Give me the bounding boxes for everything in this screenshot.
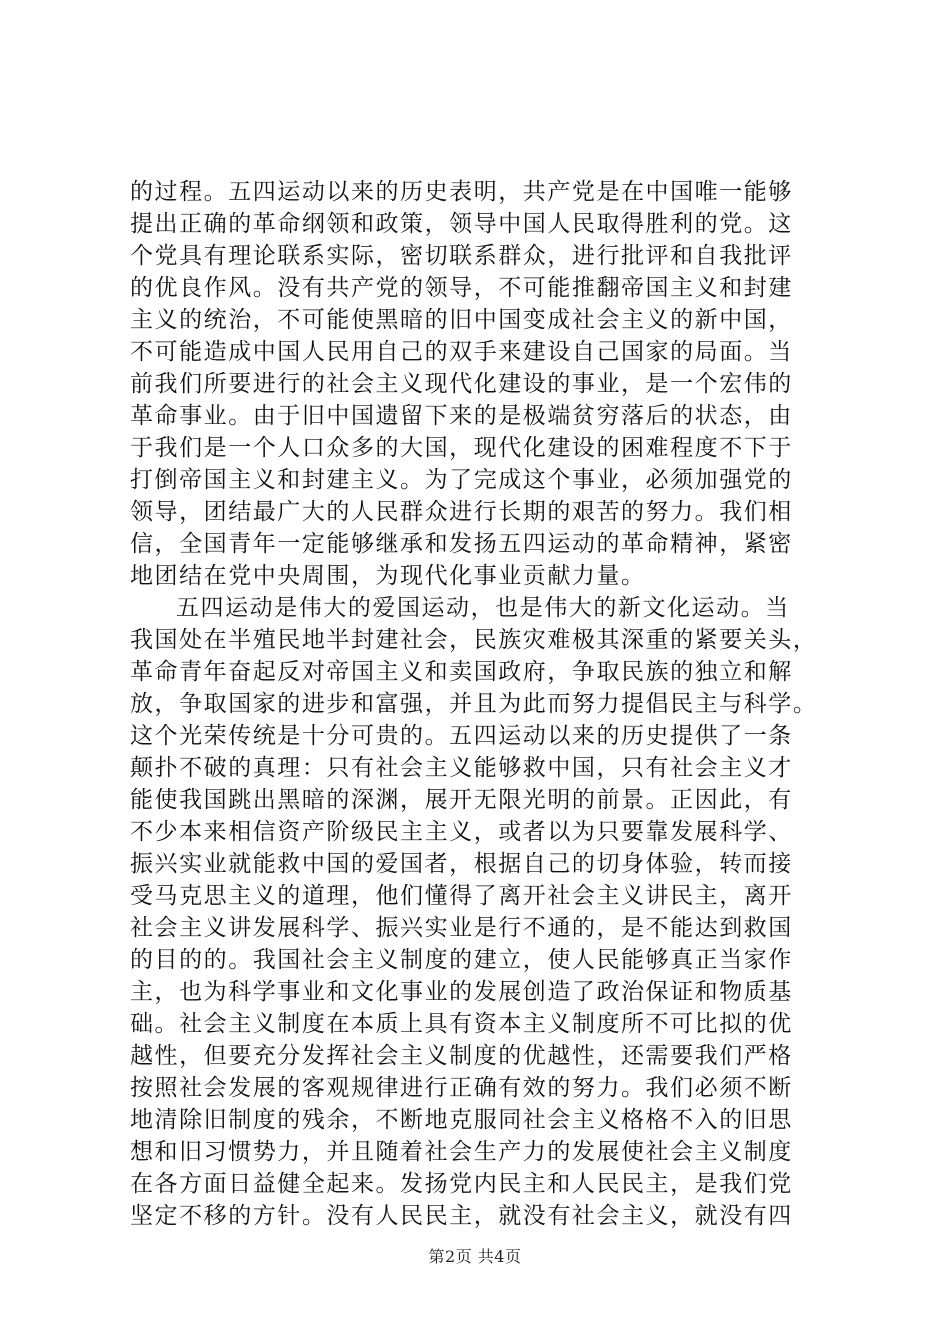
text-line: 于我们是一个人口众多的大国，现代化建设的困难程度不下于 (130, 435, 793, 461)
text-line: 社会主义讲发展科学、振兴实业是行不通的，是不能达到救国 (130, 915, 793, 941)
text-line: 革命青年奋起反对帝国主义和卖国政府，争取民族的独立和解 (130, 659, 793, 685)
text-line: 越性，但要充分发挥社会主义制度的优越性，还需要我们严格 (130, 1043, 793, 1069)
text-line: 个党具有理论联系实际，密切联系群众，进行批评和自我批评 (130, 243, 793, 269)
text-line: 放，争取国家的进步和富强，并且为此而努力提倡民主与科学。 (130, 691, 818, 717)
text-line: 信，全国青年一定能够继承和发扬五四运动的革命精神，紧密 (130, 531, 793, 557)
text-line: 领导，团结最广大的人民群众进行长期的艰苦的努力。我们相 (130, 499, 793, 525)
text-line: 这个光荣传统是十分可贵的。五四运动以来的历史提供了一条 (130, 723, 793, 749)
body-text (130, 176, 830, 1232)
text-line: 打倒帝国主义和封建主义。为了完成这个事业，必须加强党的 (130, 467, 793, 493)
text-line: 主，也为科学事业和文化事业的发展创造了政治保证和物质基 (130, 979, 793, 1005)
text-line: 地团结在党中央周围，为现代化事业贡献力量。 (130, 563, 646, 589)
text-line: 前我们所要进行的社会主义现代化建设的事业，是一个宏伟的 (130, 371, 793, 397)
text-line: 不少本来相信资产阶级民主主义，或者以为只要靠发展科学、 (130, 819, 793, 845)
text-line: 的优良作风。没有共产党的领导，不可能推翻帝国主义和封建 (130, 275, 793, 301)
text-line: 想和旧习惯势力，并且随着社会生产力的发展使社会主义制度 (130, 1139, 793, 1165)
page-number-label: 第2页 共4页 (428, 1247, 522, 1266)
text-line: 革命事业。由于旧中国遗留下来的是极端贫穷落后的状态，由 (130, 403, 793, 429)
text-line: 在各方面日益健全起来。发扬党内民主和人民民主，是我们党 (130, 1171, 793, 1197)
text-line: 的过程。五四运动以来的历史表明，共产党是在中国唯一能够 (130, 179, 793, 205)
text-line: 受马克思主义的道理，他们懂得了离开社会主义讲民主，离开 (130, 883, 793, 909)
text-line: 能使我国跳出黑暗的深渊，展开无限光明的前景。正因此，有 (130, 787, 793, 813)
text-line: 振兴实业就能救中国的爱国者，根据自己的切身体验，转而接 (130, 851, 793, 877)
text-line: 坚定不移的方针。没有人民民主，就没有社会主义，就没有四 (130, 1203, 793, 1229)
text-line: 地清除旧制度的残余，不断地克服同社会主义格格不入的旧思 (130, 1107, 793, 1133)
page-footer (0, 1244, 950, 1267)
text-line: 础。社会主义制度在本质上具有资本主义制度所不可比拟的优 (130, 1011, 793, 1037)
text-line: 不可能造成中国人民用自己的双手来建设自己国家的局面。当 (130, 339, 793, 365)
text-line: 提出正确的革命纲领和政策，领导中国人民取得胜利的党。这 (130, 211, 793, 237)
paragraph-start-line: 五四运动是伟大的爱国运动，也是伟大的新文化运动。当 (176, 595, 790, 621)
text-line: 按照社会发展的客观规律进行正确有效的努力。我们必须不断 (130, 1075, 793, 1101)
text-line: 我国处在半殖民地半封建社会，民族灾难极其深重的紧要关头， (130, 627, 818, 653)
text-line: 的目的的。我国社会主义制度的建立，使人民能够真正当家作 (130, 947, 793, 973)
text-line: 主义的统治，不可能使黑暗的旧中国变成社会主义的新中国， (130, 307, 793, 333)
text-line: 颠扑不破的真理：只有社会主义能够救中国，只有社会主义才 (130, 755, 793, 781)
